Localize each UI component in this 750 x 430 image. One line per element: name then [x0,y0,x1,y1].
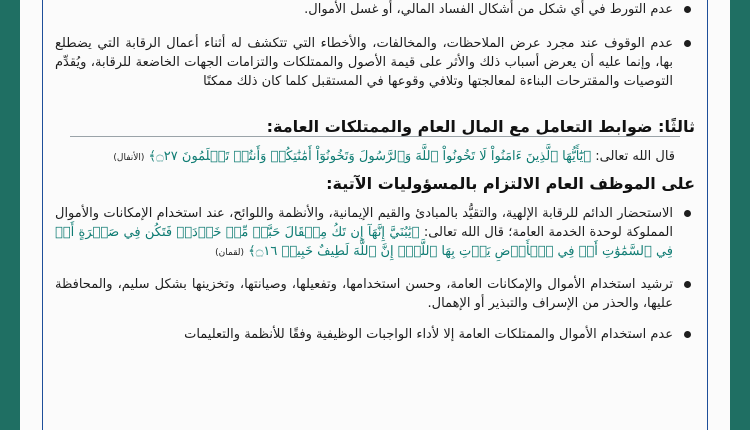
section-divider [70,136,680,137]
document-content [55,0,695,344]
right-rule-line [707,0,708,430]
bullet-text: عدم الوقوف عند مجرد عرض الملاحظات، والمخالفات، والأخطاء التي تتكشف له أثناء أعمال الرقابة التي يضطلع بها، وإنما عليه أن يعرض أسباب ذلك والأثر على قيمة الأصول والممتلكات والتزامات الجهات الخاضعة للرقابة، ويُقدِّم التوصيات والمقترحات البناءة لمعالجتها وتلافي وقوعها في المستقبل كلما كان ذلك ممكنًا [55,36,673,89]
bullet-icon [684,6,691,13]
bullet-text: عدم استخدام الأموال والممتلكات العامة إلا لأداء الواجبات الوظيفية وفقًا للأنظمة والتعليمات [184,327,673,342]
obligations-heading: على الموظف العام الالتزام بالمسؤوليات الآتية: [326,174,695,193]
bullet-text: الاستحضار الدائم للرقابة الإلهية، والتقيُّد بالمبادئ والقيم الإيمانية، والأنظمة واللوائح، عند استخدام الإمكانات والأموال المملوكة لوحدة الخدمة العامة؛ قال الله تعالى: [55,206,674,240]
verse-reference: (لقمان) [215,248,245,258]
quran-verse: ﴿يَٰٓأَيُّهَا ٱلَّذِينَ ءَامَنُواْ لَا تَخُونُواْ ٱللَّهَ وَٱلرَّسُولَ وَتَخُونُوٓاْ أَمَٰنَٰتِكُمۡ وَأَنتُمۡ تَعۡلَمُونَ ۝٢٧﴾ [148,149,592,164]
list-item [55,325,695,344]
verse-reference: (الأنفال) [113,153,145,163]
bullet-icon [684,210,691,217]
list-item [55,275,695,313]
bullet-text: عدم التورط في أي شكل من أشكال الفساد المالي، أو غسل الأموال. [304,2,673,17]
section-title: ثالثًا: ضوابط التعامل مع المال العام والممتلكات العامة: [266,117,695,136]
bullet-icon [684,40,691,47]
bullet-text: ترشيد استخدام الأموال والإمكانات العامة، وحسن استخدامها، وتفعيلها، وصيانتها، وتخزينها بشكل سليم، والمحافظة عليها، والحذر من الإسراف والتبذير أو الإهمال. [55,277,673,311]
list-item [55,34,695,91]
quran-verse: ﴿يَٰبُنَيَّ إِنَّهَآ إِن تَكُ مِثۡقَالَ حَبَّةٖ مِّنۡ خَرۡدَلٖ فَتَكُن فِي صَخۡرَةٍ أَوۡ فِي ٱلسَّمَٰوَٰتِ أَوۡ فِي ٱلۡأَرۡضِ يَأۡتِ بِهَا ٱللَّهُۚ إِنَّ ٱللَّهَ لَطِيفٌ خَبِيرٞ ۝١٦﴾ [55,225,673,259]
list-item [55,0,695,19]
verse-line [55,147,695,168]
left-rule-line [42,0,43,430]
bullet-icon [684,281,691,288]
verse-intro: قال الله تعالى: [595,149,675,164]
list-item [55,204,695,263]
left-frame-border [0,0,20,430]
right-frame-border [730,0,750,430]
bullet-icon [684,331,691,338]
